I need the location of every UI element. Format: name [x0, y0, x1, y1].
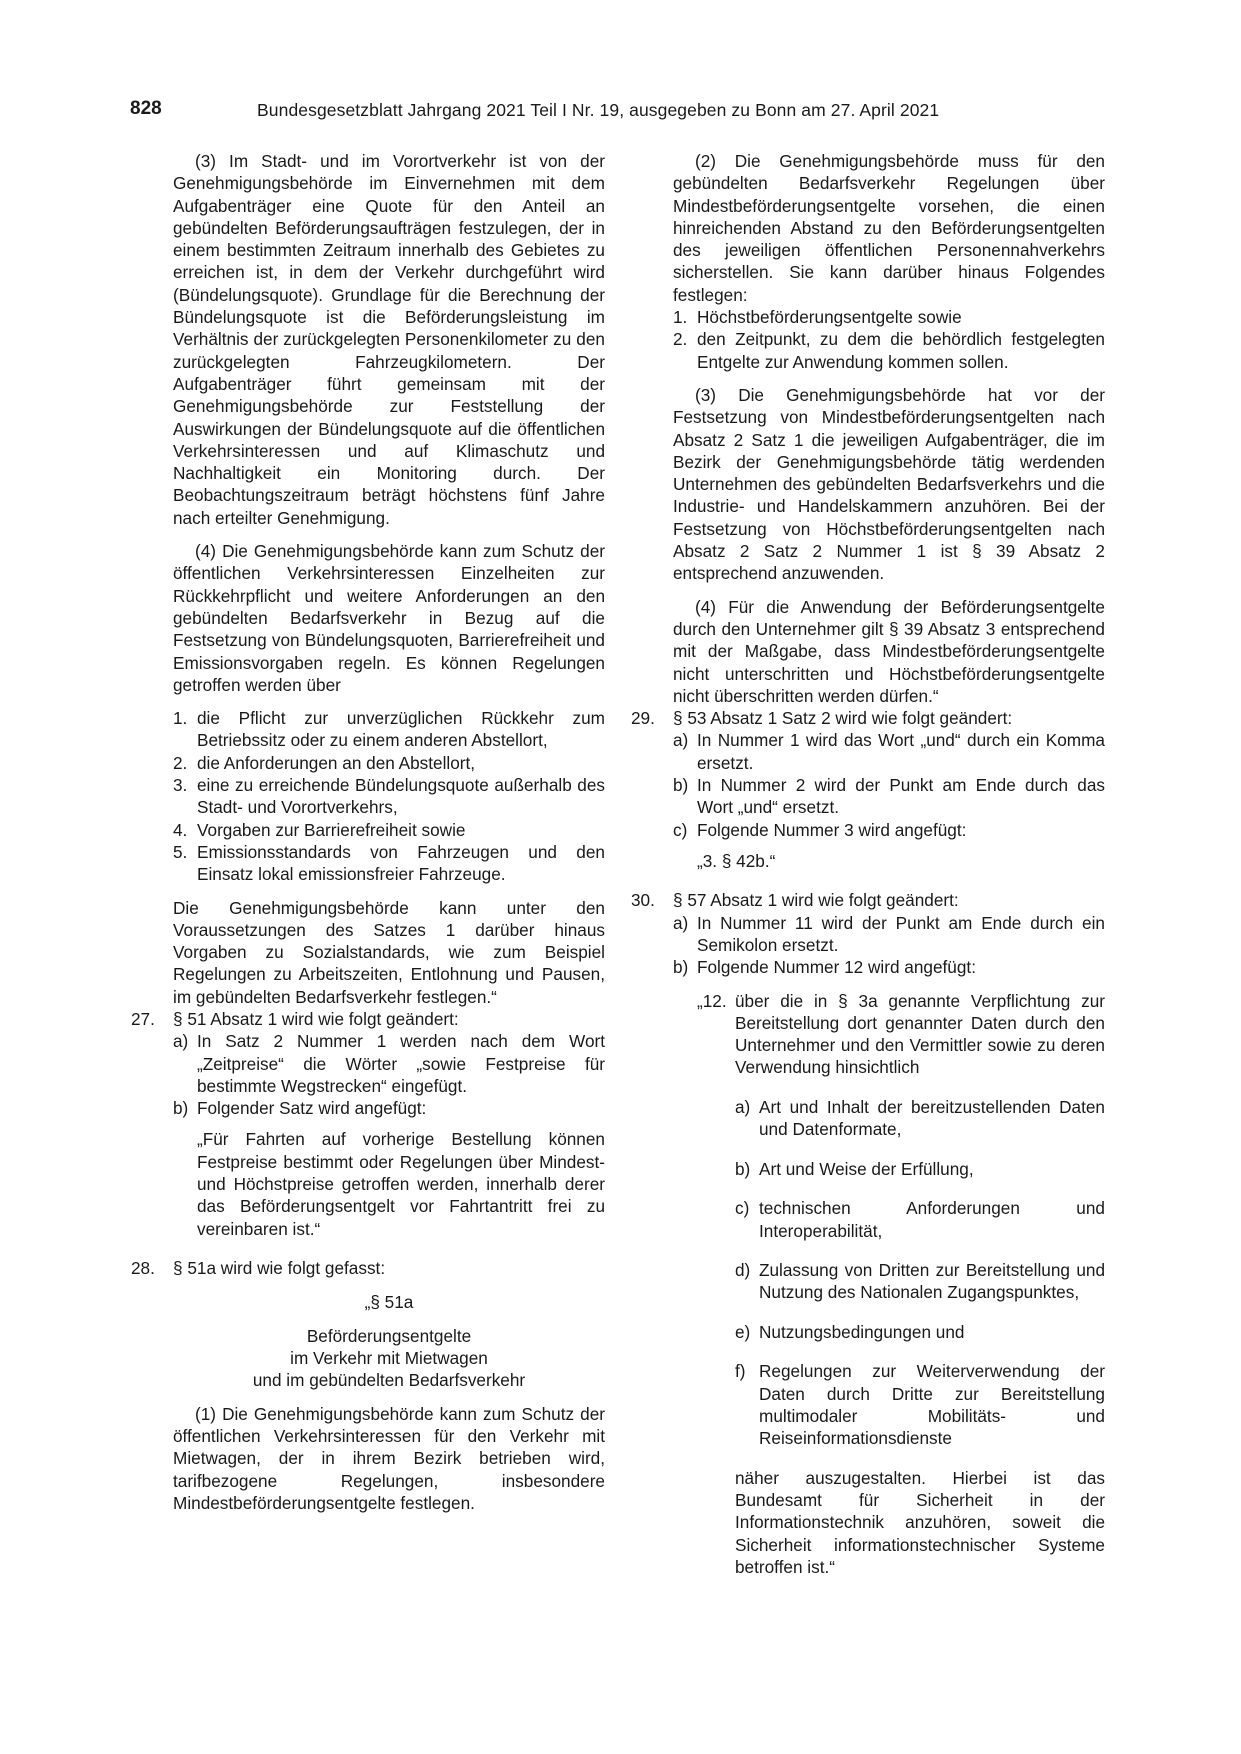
running-head: Bundesgesetzblatt Jahrgang 2021 Teil I Nr. 19, ausgegeben zu Bonn am 27. April 2021: [257, 100, 940, 120]
paragraph-3: (3) Im Stadt- und im Vorortverkehr ist von der Genehmigungsbehörde im Einvernehmen mit dem Aufgabenträger eine Quote für den Anteil an gebündelten Beförderungsaufträgen festzulegen, der in einem bestimmten Zeitraum innerhalb des Gebietes zu erreichen ist, in dem der Verkehr durchgeführt wird (Bündelungsquote). Grundlage für die Berechnung der Bündelungsquote ist die Beförderungsleistung im Verhältnis der zurückgelegten Personenkilometer zu den zurückgelegten Fahrzeugkilometern. Der Aufgabenträger führt gemeinsam mit der Genehmigungsbehörde zur Feststellung der Auswirkungen der Bündelungsquote auf die öffentlichen Verkehrsinteressen und auf Klimaschutz und Nachhaltigkeit ein Monitoring durch. Der Beobachtungszeitraum beträgt höchstens fünf Jahre nach erteilter Genehmigung.: [173, 151, 605, 528]
section-paragraph-3: (3) Die Genehmigungsbehörde hat vor der Festsetzung von Mindestbeförderungsentgelten nach Absatz 2 Satz 1 die jeweiligen Aufgabenträger, die im Bezirk der Genehmigungsbehörde tätig werdenden Unternehmen des gebündelten Bedarfsverkehrs und die Industrie- und Handelskammern anzuhören. Bei der Festsetzung von Höchstbeförderungsentgelten nach Absatz 2 Satz 2 Nummer 1 ist § 39 Absatz 2 entsprechend anzuwenden.: [673, 384, 1105, 584]
quoted-item-12: „12. über die in § 3a genannte Verpflichtung zur Bereitstellung dort genannter Daten durch den Unternehmer und den Vermittler sowie zu deren Verwendung hinsichtlich: [697, 990, 1105, 1078]
list-item: 3. eine zu erreichende Bündelungsquote außerhalb des Stadt- und Vorortverkehrs,: [173, 775, 605, 818]
quoted-sentence: „Für Fahrten auf vorherige Bestellung können Festpreise bestimmt oder Regelungen über Mindest- und Höchstpreise getroffen werden, innerhalb derer das Beförderungsentgelt vor Fahrtantritt frei zu vereinbaren ist.“: [197, 1129, 605, 1239]
list-item: a) Art und Inhalt der bereitzustellenden Daten und Datenformate,: [735, 1096, 1105, 1140]
amendment-29a: a) In Nummer 1 wird das Wort „und“ durch ein Komma ersetzt.: [673, 730, 1105, 773]
amendment-29c: c) Folgende Nummer 3 wird angefügt:: [673, 819, 967, 840]
section-heading-line: und im gebündelten Bedarfsverkehr: [252, 1370, 526, 1391]
list-item: e) Nutzungsbedingungen und: [735, 1321, 965, 1342]
amendment-30: 30. § 57 Absatz 1 wird wie folgt geändert:: [631, 890, 959, 911]
section-number: „§ 51a: [364, 1292, 414, 1313]
amendment-27a: a) In Satz 2 Nummer 1 werden nach dem Wort „Zeitpreise“ die Wörter „sowie Festpreise für bestimmte Wegstrecken“ eingefügt.: [173, 1031, 605, 1096]
left-column: [131, 150, 605, 1514]
amendment-27b: b) Folgender Satz wird angefügt:: [173, 1098, 427, 1119]
section-heading-line: Beförderungsentgelte: [306, 1325, 472, 1346]
page-number: 828: [130, 98, 162, 119]
paragraph-4-tail: Die Genehmigungsbehörde kann unter den Voraussetzungen des Satzes 1 darüber hinaus Vorgaben zu Sozialstandards, wie zum Beispiel Regelungen zu Arbeitszeiten, Entlohnung und Pausen, im gebündelten Bedarfsverkehr festlegen.“: [173, 897, 605, 1007]
list-item: 1. die Pflicht zur unverzüglichen Rückkehr zum Betriebssitz oder zu einem anderen Abstellort,: [173, 708, 605, 751]
list-item: 5. Emissionsstandards von Fahrzeugen und den Einsatz lokal emissionsfreier Fahrzeuge.: [173, 841, 605, 885]
right-column: [631, 150, 1105, 1595]
paragraph-4: (4) Die Genehmigungsbehörde kann zum Schutz der öffentlichen Verkehrsinteressen Einzelheiten zur Rückkehrpflicht und weitere Anforderungen an den gebündelten Bedarfsverkehr in Bezug auf die Festsetzung von Bündelungsquoten, Barrierefreiheit und Emissionsvorgaben regeln. Es können Regelungen getroffen werden über: [173, 541, 605, 695]
section-paragraph-2: (2) Die Genehmigungsbehörde muss für den gebündelten Bedarfsverkehr Regelungen über Mindestbeförderungsentgelte vorsehen, die einen hinreichenden Abstand zu den Beförderungsentgelten des jeweiligen öffentlichen Personennahverkehrs sicherstellen. Sie kann darüber hinaus Folgendes festlegen:: [673, 151, 1105, 305]
list-item: f) Regelungen zur Weiterverwendung der Daten durch Dritte zur Bereitstellung multimodaler Mobilitäts- und Reiseinformationsdienste: [735, 1361, 1105, 1449]
list-item: 4. Vorgaben zur Barrierefreiheit sowie: [173, 819, 466, 840]
amendment-29: 29. § 53 Absatz 1 Satz 2 wird wie folgt geändert:: [631, 708, 1013, 729]
list-item: b) Art und Weise der Erfüllung,: [735, 1158, 974, 1179]
amendment-27: 27. § 51 Absatz 1 wird wie folgt geändert:: [131, 1008, 459, 1029]
list-p4: [173, 707, 605, 885]
quoted-item-12-tail: näher auszugestalten. Hierbei ist das Bundesamt für Sicherheit in der Informationstechnik anzuhören, soweit die Sicherheit informationstechnischer Systeme betroffen ist.“: [735, 1467, 1105, 1577]
list-item: 2. den Zeitpunkt, zu dem die behördlich festgelegten Entgelte zur Anwendung kommen sollen.: [673, 329, 1105, 372]
list-item: 1. Höchstbeförderungsentgelte sowie: [673, 307, 962, 328]
section-heading-line: im Verkehr mit Mietwagen: [290, 1348, 488, 1369]
amendment-30a: a) In Nummer 11 wird der Punkt am Ende durch ein Semikolon ersetzt.: [673, 912, 1105, 955]
section-paragraph-1: (1) Die Genehmigungsbehörde kann zum Schutz der öffentlichen Verkehrsinteressen für den Verkehr mit Mietwagen, der in ihrem Bezirk betrieben wird, tarifbezogene Regelungen, insbesondere Mindestbeförderungsentgelte festlegen.: [173, 1403, 605, 1513]
section-paragraph-4: (4) Für die Anwendung der Beförderungsentgelte durch den Unternehmer gilt § 39 Absatz 3 entsprechend mit der Maßgabe, dass Mindestbeförderungsentgelte nicht unterschritten und Höchstbeförderungsentgelte nicht überschritten werden dürfen.“: [673, 596, 1105, 706]
list-item: 2. die Anforderungen an den Abstellort,: [173, 752, 476, 773]
list-item: d) Zulassung von Dritten zur Bereitstellung und Nutzung des Nationalen Zugangspunktes,: [735, 1260, 1105, 1303]
quoted-number: „3. § 42b.“: [697, 850, 776, 871]
amendment-30b: b) Folgende Nummer 12 wird angefügt:: [673, 957, 976, 978]
amendment-29b: b) In Nummer 2 wird der Punkt am Ende durch das Wort „und“ ersetzt.: [673, 775, 1105, 818]
list-item: c) technischen Anforderungen und Interoperabilität,: [735, 1198, 1105, 1241]
amendment-28: 28. § 51a wird wie folgt gefasst:: [131, 1258, 386, 1279]
section-heading: [173, 1325, 605, 1392]
